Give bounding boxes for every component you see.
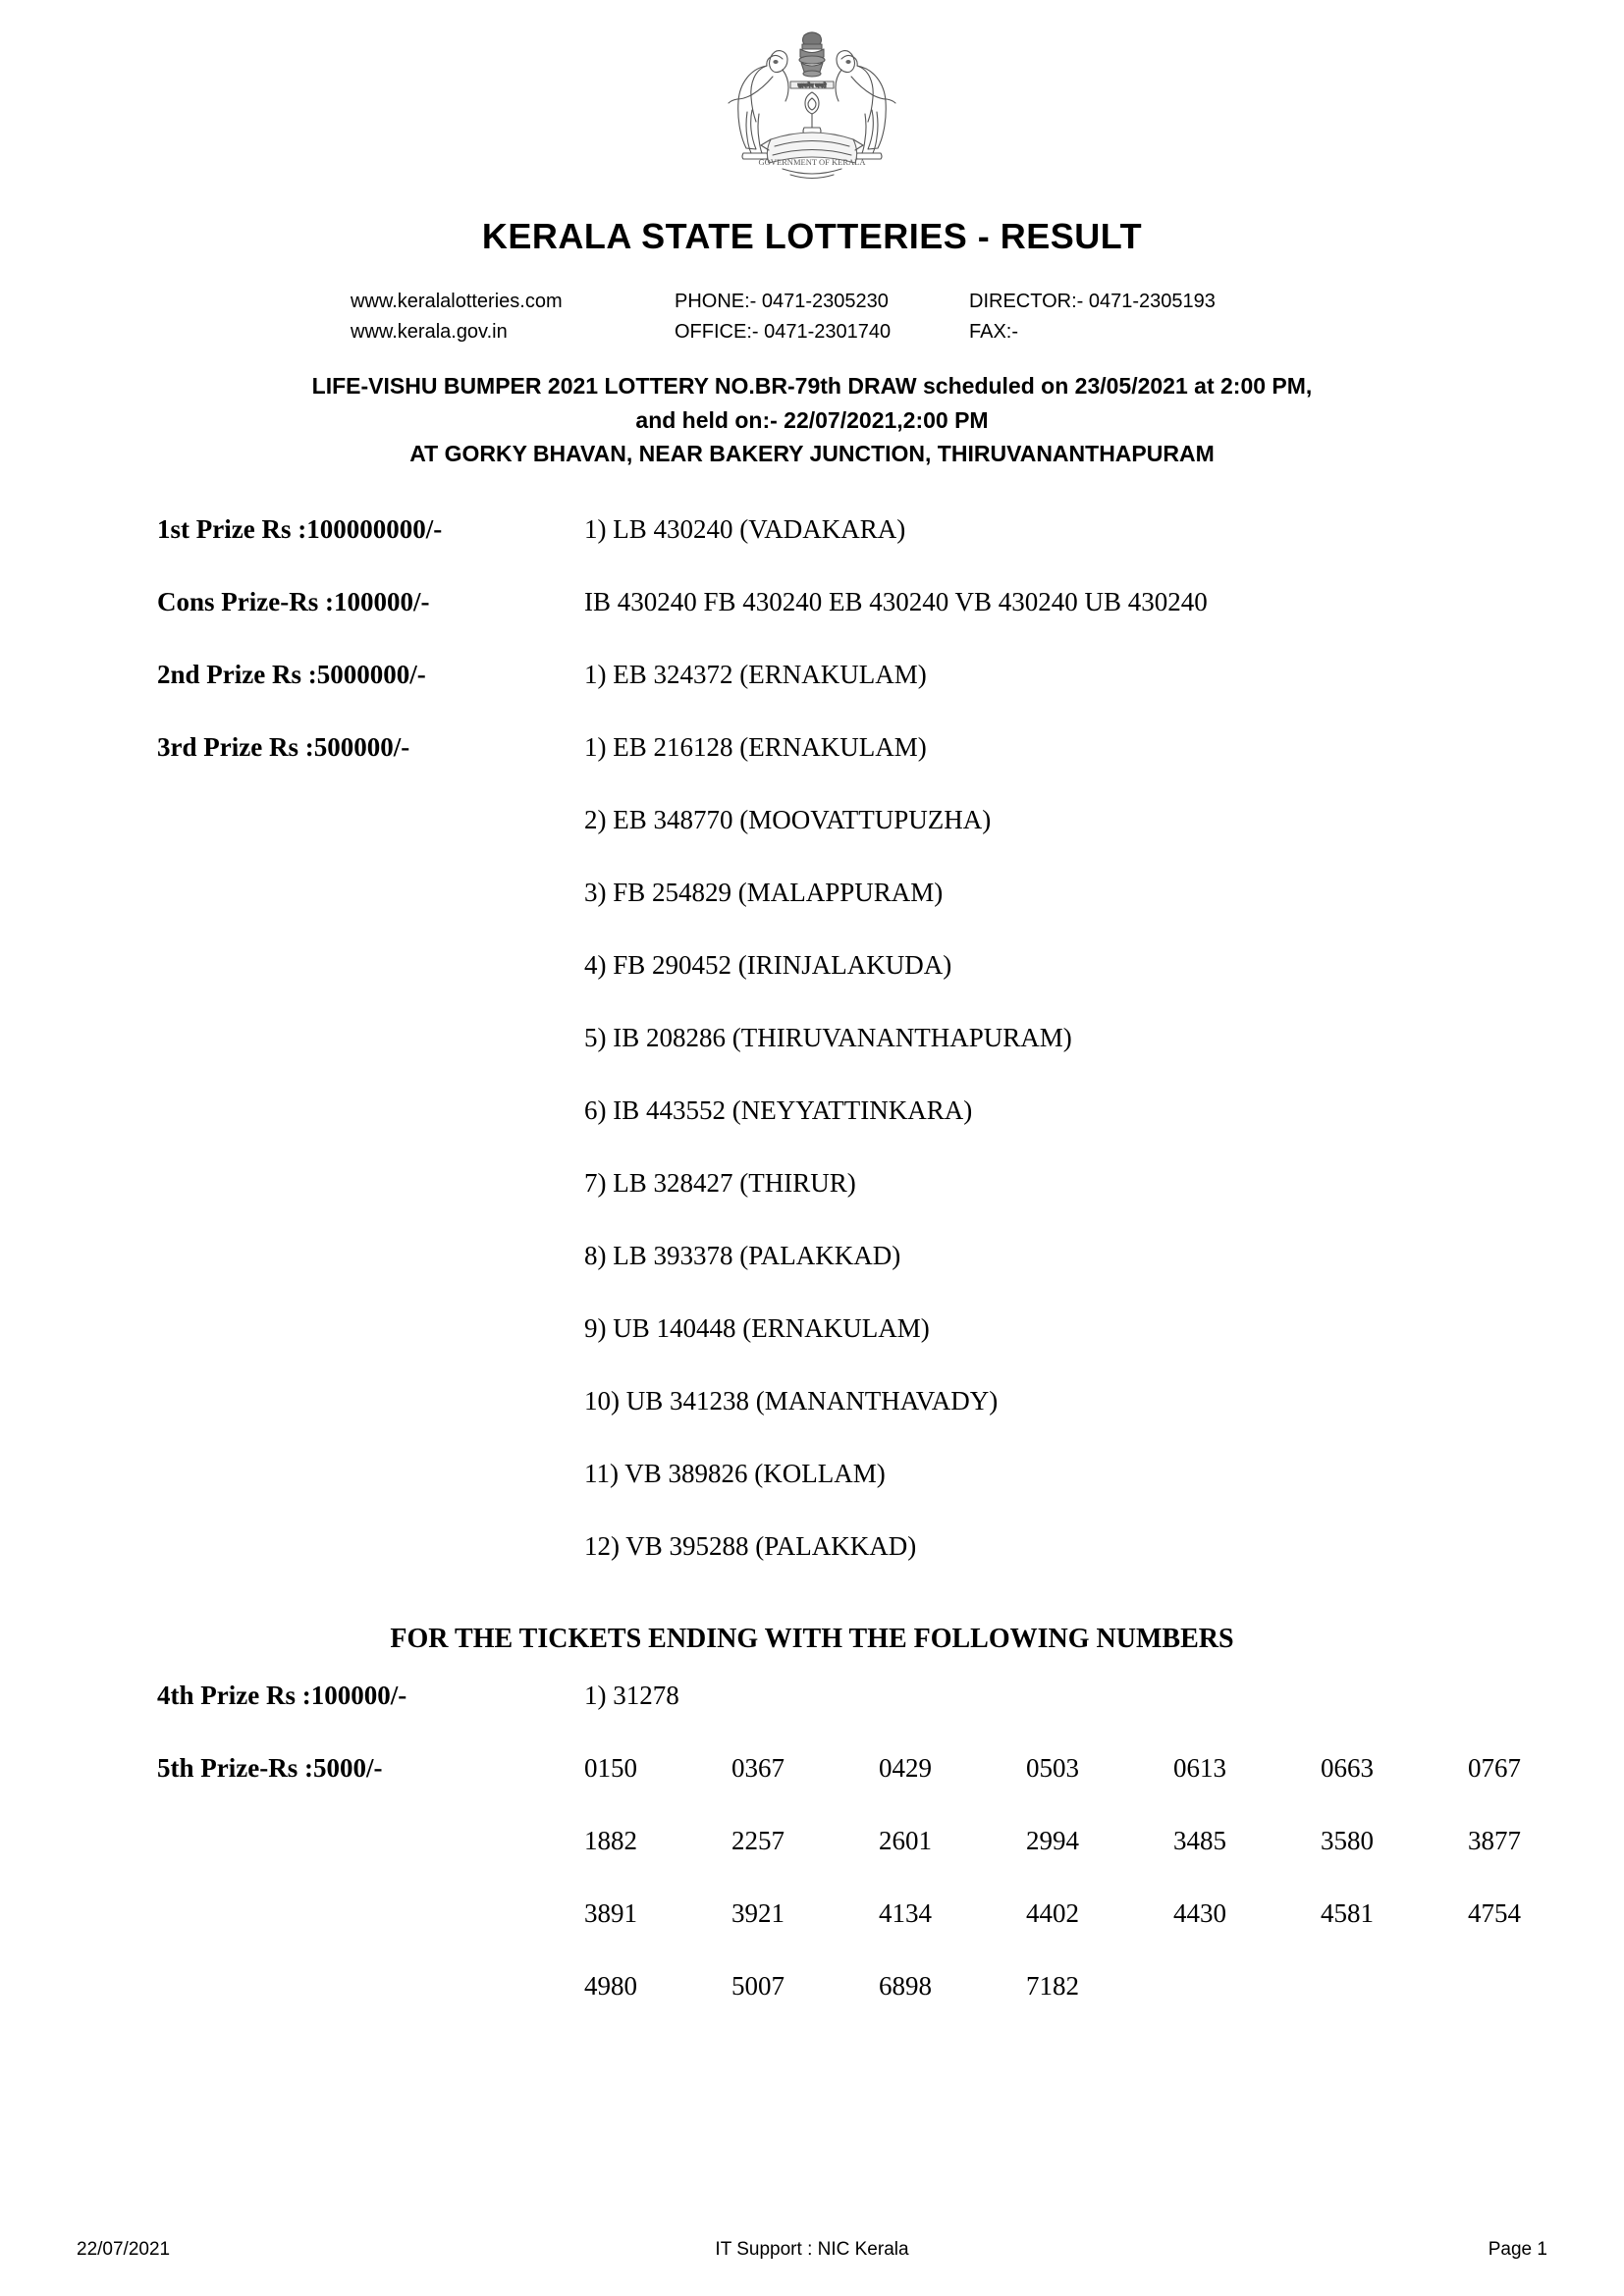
fifth-prize-number: 3877 [1468,1825,1521,1855]
website-kerala-gov: www.kerala.gov.in [351,321,508,343]
fifth-prize-number: 1882 [584,1825,637,1855]
fourth-prize-value: 1) 31278 [584,1680,679,1710]
fifth-prize-label: 5th Prize-Rs :5000/- [157,1752,383,1783]
fifth-prize-number: 3485 [1173,1825,1226,1855]
prize-row-third-2 [0,804,1624,880]
fifth-prize-number: 0767 [1468,1752,1521,1783]
third-prize-entry: 7) LB 328427 (THIRUR) [584,1167,856,1198]
fifth-prize-number: 2601 [879,1825,932,1855]
third-prize-entry: 2) EB 348770 (MOOVATTUPUZHA) [584,804,992,834]
fifth-prize-number: 0429 [879,1752,932,1783]
third-prize-label: 3rd Prize Rs :500000/- [157,731,410,762]
fifth-prize-number: 7182 [1026,1970,1079,2001]
fifth-prize-number: 2257 [731,1825,785,1855]
first-prize-label: 1st Prize Rs :100000000/- [157,513,443,544]
fifth-prize-number: 3921 [731,1897,785,1928]
fifth-prize-number: 0663 [1321,1752,1374,1783]
fifth-prize-number: 4980 [584,1970,637,2001]
first-prize-value: 1) LB 430240 (VADAKARA) [584,513,906,544]
emblem-container [0,0,1624,202]
second-prize-value: 1) EB 324372 (ERNAKULAM) [584,659,927,689]
fifth-prize-number: 0367 [731,1752,785,1783]
consolation-prize-value: IB 430240 FB 430240 EB 430240 VB 430240 UB 430240 [584,586,1208,616]
fifth-prize-number: 4581 [1321,1897,1374,1928]
draw-info-line-2: and held on:- 22/07/2021,2:00 PM [635,406,989,433]
fifth-prize-number: 6898 [879,1970,932,2001]
fifth-prize-number: 3580 [1321,1825,1374,1855]
fifth-prize-number-grid [584,1752,1624,2046]
page-footer [0,2239,1624,2261]
third-prize-entry: 3) FB 254829 (MALAPPURAM) [584,877,944,907]
prize-row-third-7 [0,1167,1624,1243]
fifth-prize-number: 0613 [1173,1752,1226,1783]
fifth-prize-number: 0150 [584,1752,637,1783]
third-prize-entry: 11) VB 389826 (KOLLAM) [584,1458,886,1488]
third-prize-entry: 9) UB 140448 (ERNAKULAM) [584,1312,930,1343]
fifth-prize-number: 4754 [1468,1897,1521,1928]
office-number: OFFICE:- 0471-2301740 [675,321,892,343]
government-of-kerala-emblem-icon [714,16,910,202]
prize-row-third [0,731,1624,807]
prize-row-consolation [0,586,1624,662]
fifth-prize-number: 4134 [879,1897,932,1928]
contact-row-2 [351,317,1273,347]
third-prize-entry: 10) UB 341238 (MANANTHAVADY) [584,1385,999,1415]
footer-date: 22/07/2021 [77,2239,171,2260]
tickets-ending-heading: FOR THE TICKETS ENDING WITH THE FOLLOWING NUMBERS [390,1623,1234,1654]
footer-support: IT Support : NIC Kerala [715,2239,909,2260]
draw-info-line-3: AT GORKY BHAVAN, NEAR BAKERY JUNCTION, THIRUVANANTHAPURAM [409,441,1215,466]
prize-row-third-6 [0,1097,1624,1170]
prize-row-third-10 [0,1385,1624,1461]
prize-row-third-8 [0,1240,1624,1315]
third-prize-entry: 4) FB 290452 (IRINJALAKUDA) [584,949,952,980]
draw-info [0,369,1624,471]
third-prize-entry: 8) LB 393378 (PALAKKAD) [584,1240,901,1270]
phone-number: PHONE:- 0471-2305230 [675,291,889,312]
fifth-prize-number: 5007 [731,1970,785,2001]
prize-row-first [0,513,1624,589]
results-section [0,513,1624,2046]
third-prize-entry: 12) VB 395288 (PALAKKAD) [584,1530,917,1561]
fourth-prize-label: 4th Prize Rs :100000/- [157,1680,407,1710]
prize-row-third-4 [0,949,1624,1025]
third-prize-entry: 6) IB 443552 (NEYYATTINKARA) [584,1095,973,1125]
draw-info-line-1: LIFE-VISHU BUMPER 2021 LOTTERY NO.BR-79th DRAW scheduled on 23/05/2021 at 2:00 PM, [311,373,1313,399]
director-number: DIRECTOR:- 0471-2305193 [969,291,1216,312]
third-prize-entry: 5) IB 208286 (THIRUVANANTHAPURAM) [584,1022,1072,1052]
website-keralalotteries: www.keralalotteries.com [351,291,563,312]
contact-row-1 [351,287,1273,317]
prize-row-fourth [0,1682,1624,1755]
svg-text:GOVERNMENT OF KERALA: GOVERNMENT OF KERALA [758,157,866,167]
fifth-prize-number: 3891 [584,1897,637,1928]
fax-number: FAX:- [969,321,1019,343]
prize-row-second [0,659,1624,734]
prize-row-third-11 [0,1458,1624,1533]
prize-row-third-9 [0,1312,1624,1388]
second-prize-label: 2nd Prize Rs :5000000/- [157,659,426,689]
prize-row-fifth [0,1752,1624,2046]
prize-row-third-12 [0,1530,1624,1606]
fifth-prize-number: 0503 [1026,1752,1079,1783]
third-prize-entry: 1) EB 216128 (ERNAKULAM) [584,731,927,762]
consolation-prize-label: Cons Prize-Rs :100000/- [157,586,430,616]
svg-text:सत्यमेव जयते: सत्यमेव जयते [797,83,827,89]
fifth-prize-number: 2994 [1026,1825,1079,1855]
footer-page: Page 1 [1488,2239,1547,2260]
fifth-prize-number: 4402 [1026,1897,1079,1928]
prize-row-third-5 [0,1022,1624,1097]
page-title: KERALA STATE LOTTERIES - RESULT [481,216,1143,256]
contact-block [0,287,1624,347]
prize-row-third-3 [0,877,1624,952]
fifth-prize-number: 4430 [1173,1897,1226,1928]
